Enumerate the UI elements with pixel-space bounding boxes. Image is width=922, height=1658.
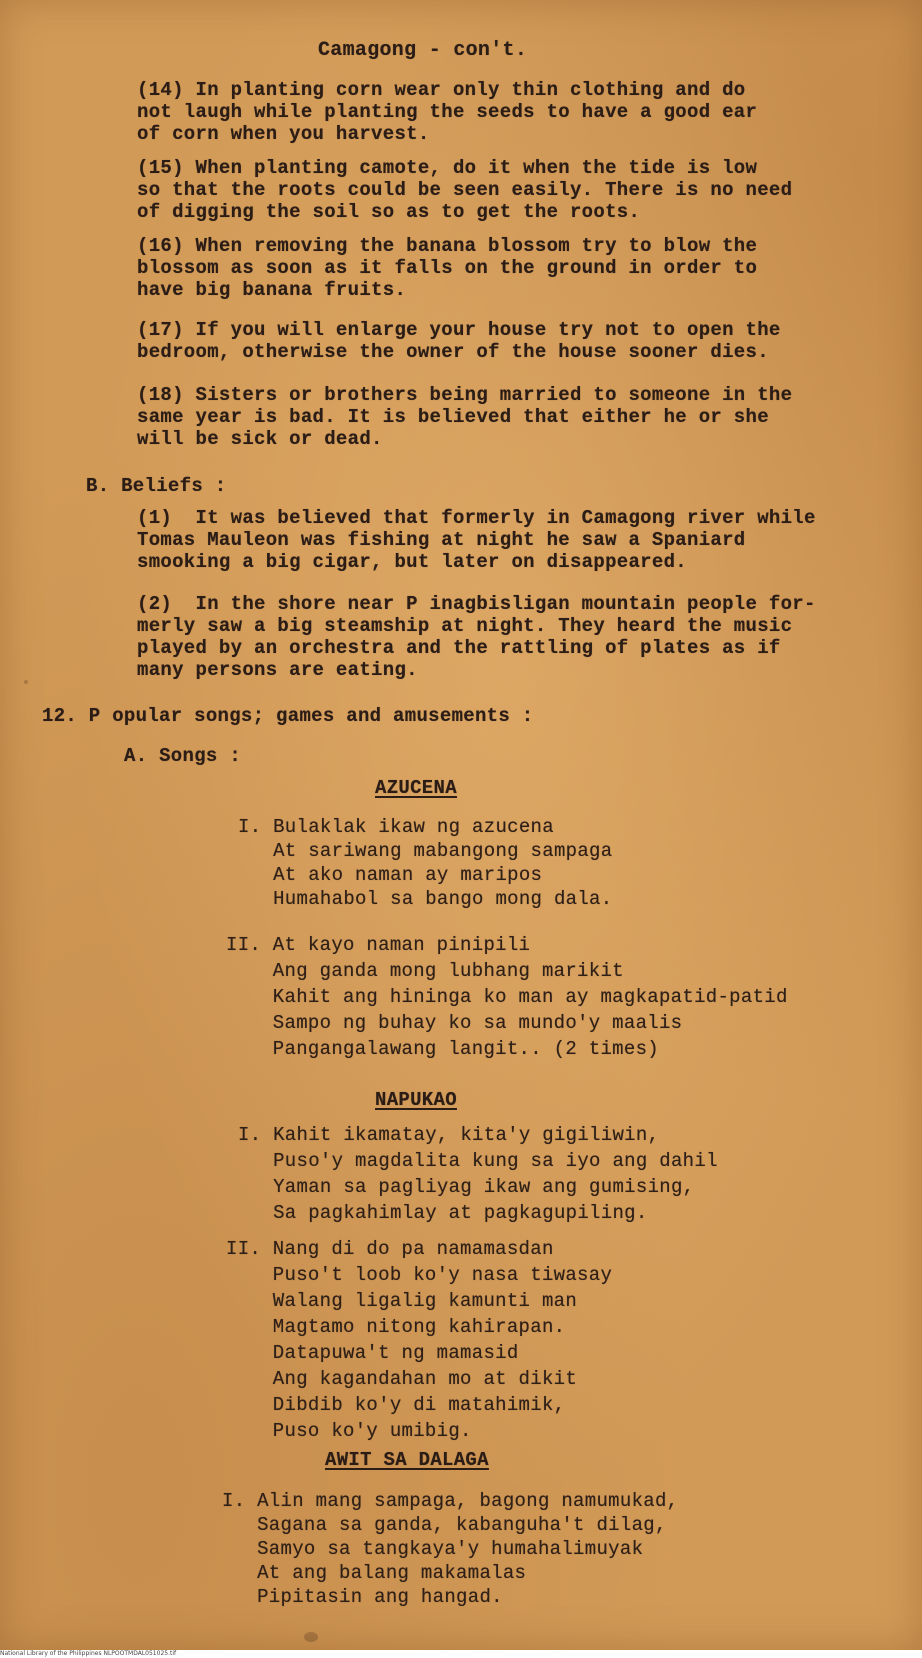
verse-line: Sagana sa ganda, kabanguha't dilag, xyxy=(222,1514,667,1536)
section-heading-popular-songs: 12. P opular songs; games and amusements : xyxy=(42,705,534,727)
verse-line: Samyo sa tangkaya'y humahalimuyak xyxy=(222,1538,644,1560)
verse-line: At ako naman ay maripos xyxy=(238,864,543,886)
verse-line: Humahabol sa bango mong dala. xyxy=(238,888,613,910)
verse-line: I. Alin mang sampaga, bagong namumukad, xyxy=(222,1490,679,1512)
list-item: (16) When removing the banana blossom try to blow the xyxy=(137,235,758,257)
verse-line: Pipitasin ang hangad. xyxy=(222,1586,503,1608)
belief-item-line: played by an orchestra and the rattling of plates as if xyxy=(137,637,781,659)
verse-line: Pangangalawang langit.. (2 times) xyxy=(226,1038,659,1060)
list-item: (18) Sisters or brothers being married to someone in the xyxy=(137,384,793,406)
verse-line: I. Bulaklak ikaw ng azucena xyxy=(238,816,554,838)
verse-line: Magtamo nitong kahirapan. xyxy=(226,1316,566,1338)
verse-line: II. At kayo naman pinipili xyxy=(226,934,531,956)
verse-line: Puso'y magdalita kung sa iyo ang dahil xyxy=(238,1150,718,1172)
list-item-line: have big banana fruits. xyxy=(137,279,407,301)
belief-item-line: merly saw a big steamship at night. They heard the music xyxy=(137,615,793,637)
verse-line: Ang kagandahan mo at dikit xyxy=(226,1368,578,1390)
list-item-line: same year is bad. It is believed that either he or she xyxy=(137,406,769,428)
list-item-line: will be sick or dead. xyxy=(137,428,383,450)
verse-line: I. Kahit ikamatay, kita'y gigiliwin, xyxy=(238,1124,660,1146)
verse-line: Sa pagkahimlay at pagkagupiling. xyxy=(238,1202,648,1224)
verse-line: At sariwang mabangong sampaga xyxy=(238,840,613,862)
belief-item-line: many persons are eating. xyxy=(137,659,418,681)
belief-item: (2) In the shore near P inagbisligan mountain people for- xyxy=(137,593,816,615)
verse-line: Dibdib ko'y di matahimik, xyxy=(226,1394,566,1416)
list-item-line: not laugh while planting the seeds to have a good ear xyxy=(137,101,758,123)
page-header: Camagong - con't. xyxy=(318,39,528,62)
verse-line: Puso't loob ko'y nasa tiwasay xyxy=(226,1264,613,1286)
verse-line: II. Nang di do pa namamasdan xyxy=(226,1238,554,1260)
verse-line: Puso ko'y umibig. xyxy=(226,1420,472,1442)
song-title: AZUCENA xyxy=(375,777,457,799)
ink-smudge xyxy=(304,1632,318,1642)
ink-speck xyxy=(24,680,28,684)
list-item-line: of corn when you harvest. xyxy=(137,123,430,145)
scan-credit: National Library of the Philippines NLPOOTMDAL051025.tif xyxy=(0,1650,177,1657)
list-item-line: blossom as soon as it falls on the ground in order to xyxy=(137,257,758,279)
list-item: (15) When planting camote, do it when the tide is low xyxy=(137,157,758,179)
verse-line: Yaman sa pagliyag ikaw ang gumising, xyxy=(238,1176,695,1198)
verse-line: Datapuwa't ng mamasid xyxy=(226,1342,519,1364)
subsection-heading-songs: A. Songs : xyxy=(124,745,242,767)
song-title: AWIT SA DALAGA xyxy=(325,1449,489,1471)
belief-item-line: Tomas Mauleon was fishing at night he saw a Spaniard xyxy=(137,529,746,551)
verse-line: Ang ganda mong lubhang marikit xyxy=(226,960,624,982)
song-title: NAPUKAO xyxy=(375,1089,457,1111)
verse-line: Sampo ng buhay ko sa mundo'y maalis xyxy=(226,1012,683,1034)
list-item: (17) If you will enlarge your house try not to open the xyxy=(137,319,781,341)
list-item-line: bedroom, otherwise the owner of the house sooner dies. xyxy=(137,341,769,363)
section-heading-beliefs: B. Beliefs : xyxy=(86,475,227,497)
belief-item-line: smooking a big cigar, but later on disappeared. xyxy=(137,551,687,573)
verse-line: Kahit ang hininga ko man ay magkapatid-patid xyxy=(226,986,788,1008)
list-item-line: of digging the soil so as to get the roots. xyxy=(137,201,641,223)
verse-line: Walang ligalig kamunti man xyxy=(226,1290,578,1312)
verse-line: At ang balang makamalas xyxy=(222,1562,527,1584)
list-item: (14) In planting corn wear only thin clothing and do xyxy=(137,79,746,101)
belief-item: (1) It was believed that formerly in Camagong river while xyxy=(137,507,816,529)
list-item-line: so that the roots could be seen easily. There is no need xyxy=(137,179,793,201)
